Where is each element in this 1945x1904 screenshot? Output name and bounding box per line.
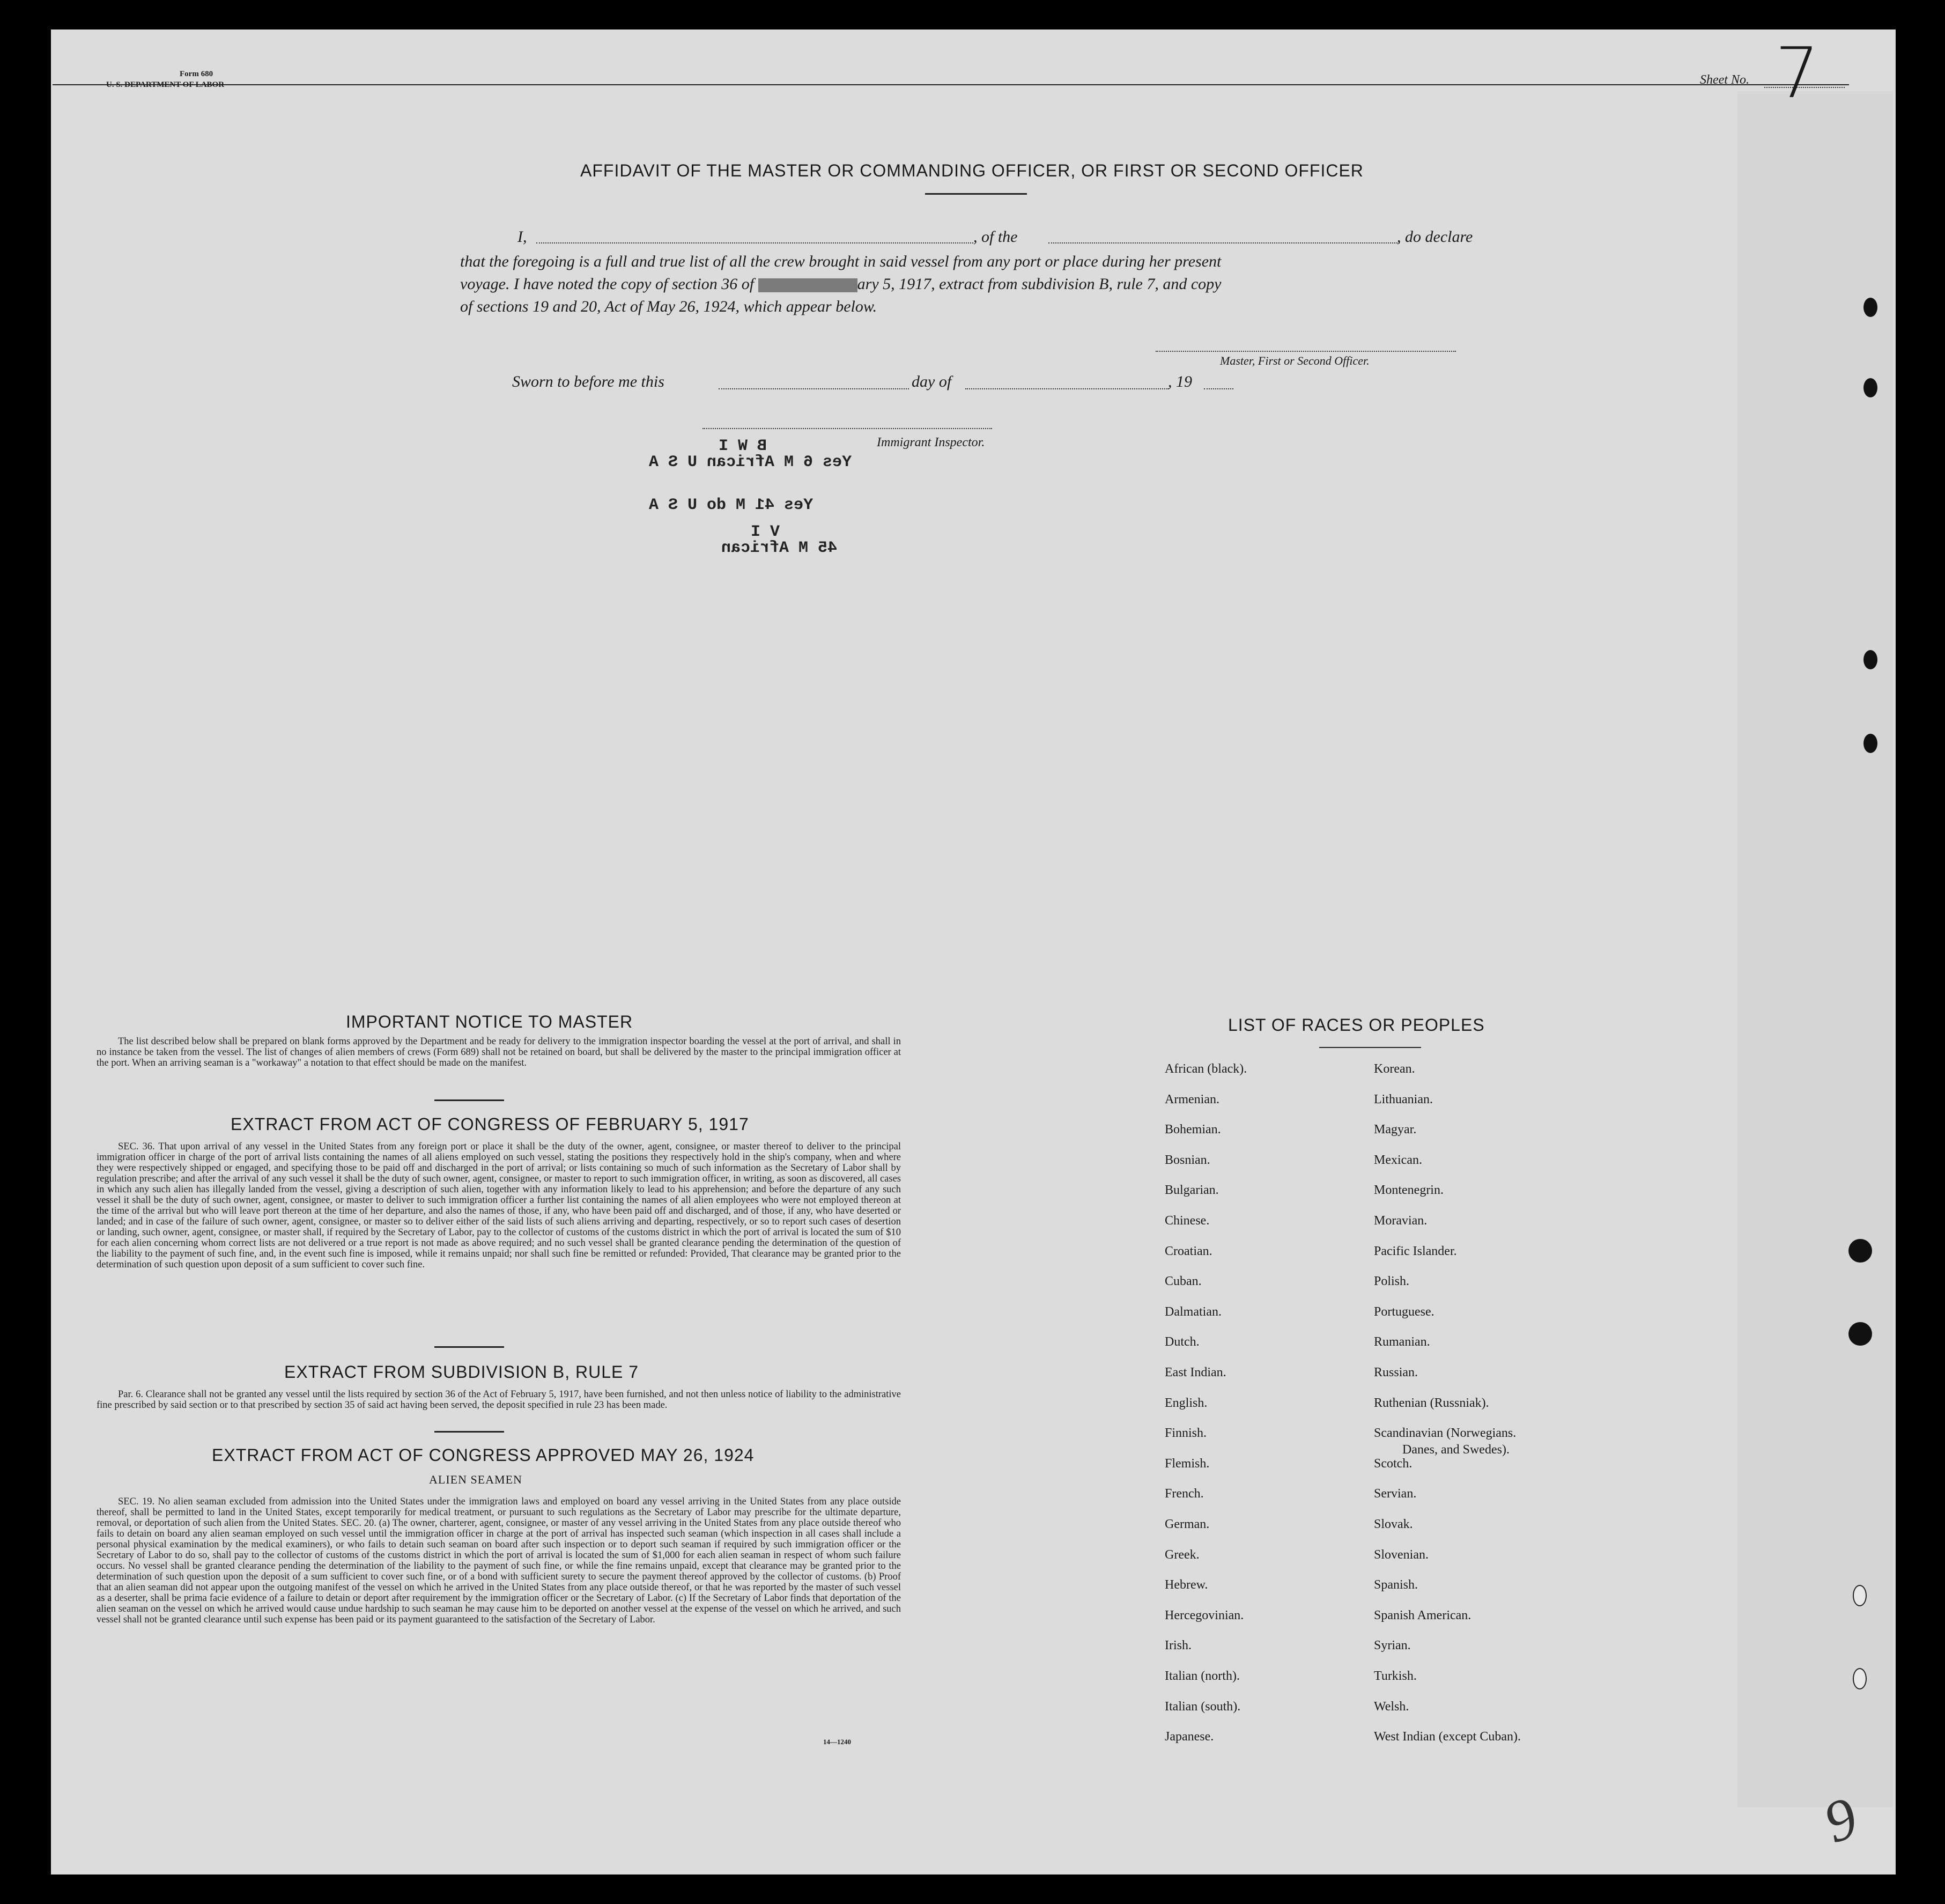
race-item-left: English. (1165, 1396, 1208, 1410)
year-label: , 19 (1168, 373, 1192, 390)
race-item-right: Russian. (1374, 1366, 1418, 1379)
bleed-through-text: B W I (719, 437, 767, 455)
races-title: LIST OF RACES OR PEOPLES (1228, 1015, 1485, 1035)
race-item-left: Dalmatian. (1165, 1304, 1222, 1319)
race-item-left: East Indian. (1165, 1366, 1226, 1379)
race-item-left: Finnish. (1165, 1426, 1207, 1441)
race-item-right: Slovenian. (1374, 1547, 1429, 1562)
rule7-title: EXTRACT FROM SUBDIVISION B, RULE 7 (284, 1362, 639, 1382)
binder-hole (1853, 1668, 1867, 1689)
day-of-label: day of (912, 373, 952, 390)
header-rule (53, 84, 1849, 85)
race-item-left: Bohemian. (1165, 1123, 1221, 1137)
race-item-left: Armenian. (1165, 1092, 1219, 1106)
inspector-signature-line (702, 428, 992, 429)
race-item-left: Greek. (1165, 1547, 1200, 1562)
race-item-left: Hebrew. (1165, 1578, 1208, 1592)
race-item-right: Lithuanian. (1374, 1092, 1433, 1106)
race-item-right: Turkish. (1374, 1669, 1417, 1683)
race-item-right: Syrian. (1374, 1639, 1411, 1653)
races-rule (1319, 1047, 1421, 1048)
affidavit-title-rule (925, 193, 1027, 195)
extract-1924-title: EXTRACT FROM ACT OF CONGRESS APPROVED MAY 26, 1924 (212, 1445, 755, 1465)
department-name: U. S. DEPARTMENT OF LABOR (106, 80, 225, 89)
race-item-left: Cuban. (1165, 1274, 1202, 1289)
margin-handwritten-mark: 9 (1815, 1784, 1866, 1856)
bleed-through-text: V I (751, 523, 780, 541)
print-code: 14—1240 (823, 1738, 851, 1746)
race-item-left: German. (1165, 1517, 1210, 1531)
sworn-day-line (719, 388, 909, 389)
race-item-left: Chinese. (1165, 1214, 1210, 1228)
race-item-left: Irish. (1165, 1639, 1192, 1653)
rule7-rule (434, 1431, 504, 1433)
bleed-through-text: Yes 6 M African U S A (649, 453, 852, 471)
race-item-right: Servian. (1374, 1487, 1417, 1501)
race-item-left: Hercegovinian. (1165, 1608, 1244, 1622)
struck-out-text (758, 278, 857, 292)
affidavit-do-declare: , do declare (1397, 228, 1473, 246)
affidavit-line-3a: voyage. I have noted the copy of section 36 of (460, 275, 758, 293)
notice-title: IMPORTANT NOTICE TO MASTER (346, 1012, 633, 1031)
race-scandinavian-continued: Danes, and Swedes). (1402, 1443, 1510, 1457)
sworn-year-line (1204, 388, 1233, 389)
race-item-left: Croatian. (1165, 1244, 1212, 1258)
binder-hole (1848, 1322, 1872, 1346)
race-item-left: French. (1165, 1487, 1204, 1501)
extract-1924-subtitle: ALIEN SEAMEN (429, 1473, 522, 1486)
race-item-right: Welsh. (1374, 1699, 1409, 1714)
binder-hole (1863, 378, 1877, 397)
binder-hole (1853, 1585, 1867, 1606)
notice-rule (434, 1099, 504, 1101)
affidavit-i-label: I, (517, 228, 527, 246)
sworn-label: Sworn to before me this (512, 373, 664, 390)
race-item-right: Portuguese. (1374, 1304, 1434, 1319)
race-item-right: Slovak. (1374, 1517, 1413, 1531)
form-number: Form 680 (180, 70, 213, 78)
race-item-right: Rumanian. (1374, 1335, 1430, 1349)
rule7-text: Par. 6. Clearance shall not be granted any vessel until the lists required by section 36 of the Act of February 5, 1917, have been furnished, and not then unless notice of liability to the administrative fine prescribed by said section or to that prescribed by section 35 of said act having been served, the deposit specified in rule 23 has been made. (97, 1389, 901, 1411)
inspector-signature-label: Immigrant Inspector. (877, 436, 985, 449)
race-item-left: Flemish. (1165, 1456, 1210, 1471)
race-item-right: Montenegrin. (1374, 1183, 1444, 1198)
declarant-name-line (536, 242, 973, 243)
race-item-right: Ruthenian (Russniak). (1374, 1396, 1489, 1410)
affidavit-line-4: of sections 19 and 20, Act of May 26, 1924, which appear below. (460, 298, 877, 315)
sheet-number-handwritten: 7 (1775, 32, 1820, 114)
race-item-right: Scandinavian (Norwegians. (1374, 1426, 1517, 1441)
race-item-right: Pacific Islander. (1374, 1244, 1457, 1258)
affidavit-of-the-label: , of the (973, 228, 1018, 246)
race-item-right: West Indian (except Cuban). (1374, 1730, 1521, 1744)
extract-1924-text: SEC. 19. No alien seaman excluded from admission into the United States under the immigration laws and employed on board any vessel arriving in the United States from any place outside thereof, shall be permitted to land in the United States, except temporarily for medical treatment, or pursuant to such regulations as the Secretary of Labor may prescribe for the ultimate departure, removal, or deportation of such alien from the United States. SEC. 20. (a) The owner, charterer, agent, consignee, or master of any vessel arriving in the United States from any place outside thereof who fails to detain on board any alien seaman employed on such vessel until the immigration officer in charge at the port of arrival has inspected such seaman (which inspection in all cases shall include a personal physical examination by the medical examiners), or who fails to detain such seaman on board after such inspection or to deport such seaman if required by such immigration officer or the Secretary of Labor to do so, shall pay to the collector of customs of the customs district in which the port of arrival is located the sum of $1,000 for each alien seaman in respect of whom such failure occurs. No vessel shall be granted clearance pending the determination of the liability to the payment of such fine, or while the fine remains unpaid, except that clearance may be granted prior to the determination of such question upon the deposit of a sum sufficient to cover such fine, or of a bond with sufficient surety to secure the payment thereof approved by the collector of customs. (b) Proof that an alien seaman did not appear upon the outgoing manifest of the vessel on which he arrived in the United States from any place outside thereof, or that he was reported by the master of such vessel as a deserter, shall be prima facie evidence of a failure to detain or deport after requirement by the immigration officer or the Secretary of Labor. (c) If the Secretary of Labor finds that deportation of the alien seaman on the vessel on which he arrived would cause undue hardship to such seaman he may cause him to be deported on another vessel at the expense of the vessel on which he arrived, and such vessel shall not be granted clearance until such expense has been paid or its payment guaranteed to the satisfaction of the Secretary of Labor. (97, 1496, 901, 1625)
race-item-right: Spanish. (1374, 1578, 1418, 1592)
sworn-month-line (965, 388, 1169, 389)
race-item-left: Italian (north). (1165, 1669, 1240, 1683)
binder-hole (1863, 650, 1877, 669)
race-item-left: Bosnian. (1165, 1153, 1210, 1167)
race-item-right: Polish. (1374, 1274, 1410, 1289)
extract-1917-rule (434, 1346, 504, 1348)
vessel-name-line (1048, 242, 1400, 243)
race-item-right: Magyar. (1374, 1123, 1417, 1137)
race-item-right: Spanish American. (1374, 1608, 1471, 1622)
bleed-through-text: Yes 41 M do U S A (649, 496, 814, 514)
master-signature-line (1156, 351, 1456, 352)
race-item-left: Bulgarian. (1165, 1183, 1219, 1198)
sheet-number-label: Sheet No. (1700, 73, 1749, 87)
race-item-left: Japanese. (1165, 1730, 1214, 1744)
race-item-right: Korean. (1374, 1062, 1415, 1076)
extract-1917-text: SEC. 36. That upon arrival of any vessel in the United States from any foreign port or place it shall be the duty of the owner, agent, consignee, or master thereof to deliver to the principal immigration officer in charge of the port of arrival lists containing the names of all aliens employed on such vessel, stating the positions they respectively hold in the ship's company, when and where they were respectively shipped or engaged, and specifying those to be paid off and discharged in the port of arrival; or lists containing so much of such information as the Secretary of Labor shall by regulation prescribe; and after the arrival of any such vessel it shall be the duty of such owner, agent, consignee, or master to report to such immigration officer, in writing, as soon as discovered, all cases in which any such alien has illegally landed from the vessel, giving a description of such alien, together with any information likely to lead to his apprehension; and before the departure of any such vessel it shall be the duty of such owner, agent, consignee, or master to deliver to such immigration officer a further list containing the names of all alien employees who were not employed thereon at the time of the arrival but who will leave port thereon at the time of her departure, and also the names of those, if any, who have been paid off and discharged, and of those, if any, who have deserted or landed; and in case of the failure of such owner, agent, consignee, or master so to deliver either of the said lists of such aliens arriving and departing, respectively, or so to report such cases of desertion or landing, such owner, agent, consignee, or master shall, if required by the Secretary of Labor, pay to the collector of customs of the customs district in which the port of arrival is located the sum of $10 for each alien concerning whom correct lists are not delivered or a true report is not made as above required; and no such vessel shall be granted clearance pending the determination of the question of the liability to the payment of such fine, and, in the event such fine is imposed, while it remains unpaid; nor shall such fine be remitted or refunded: Provided, That clearance may be granted prior to the determination of such question upon deposit of a sum sufficient to cover such fine. (97, 1141, 901, 1270)
underlying-sheet-edge (1737, 91, 1893, 1807)
race-item-right: Scotch. (1374, 1456, 1412, 1471)
race-item-left: African (black). (1165, 1062, 1247, 1076)
binder-hole (1863, 734, 1877, 753)
binder-hole (1863, 298, 1877, 317)
race-item-left: Dutch. (1165, 1335, 1200, 1349)
master-signature-label: Master, First or Second Officer. (1220, 354, 1370, 367)
race-item-left: Italian (south). (1165, 1699, 1241, 1714)
affidavit-title: AFFIDAVIT OF THE MASTER OR COMMANDING OFFICER, OR FIRST OR SECOND OFFICER (580, 161, 1364, 180)
race-item-right: Mexican. (1374, 1153, 1422, 1167)
race-item-right: Moravian. (1374, 1214, 1428, 1228)
affidavit-line-3b: ary 5, 1917, extract from subdivision B, rule 7, and copy (857, 275, 1222, 293)
notice-text: The list described below shall be prepared on blank forms approved by the Department and be ready for delivery to the immigration inspector boarding the vessel at the port of arrival, and shall in no instance be taken from the vessel. The list of changes of alien members of crews (Form 689) shall not be retained on board, but shall be delivered by the master to the principal immigration officer at the port. When an arriving seaman is a "workaway" a notation to that effect should be made on the manifest. (97, 1036, 901, 1068)
affidavit-line-2: that the foregoing is a full and true list of all the crew brought in said vessel from any port or place during her present (460, 253, 1222, 270)
binder-hole (1848, 1239, 1872, 1263)
extract-1917-title: EXTRACT FROM ACT OF CONGRESS OF FEBRUARY 5, 1917 (231, 1115, 749, 1134)
affidavit-line-3 (460, 272, 1221, 296)
bleed-through-text: 45 M African (721, 539, 838, 557)
